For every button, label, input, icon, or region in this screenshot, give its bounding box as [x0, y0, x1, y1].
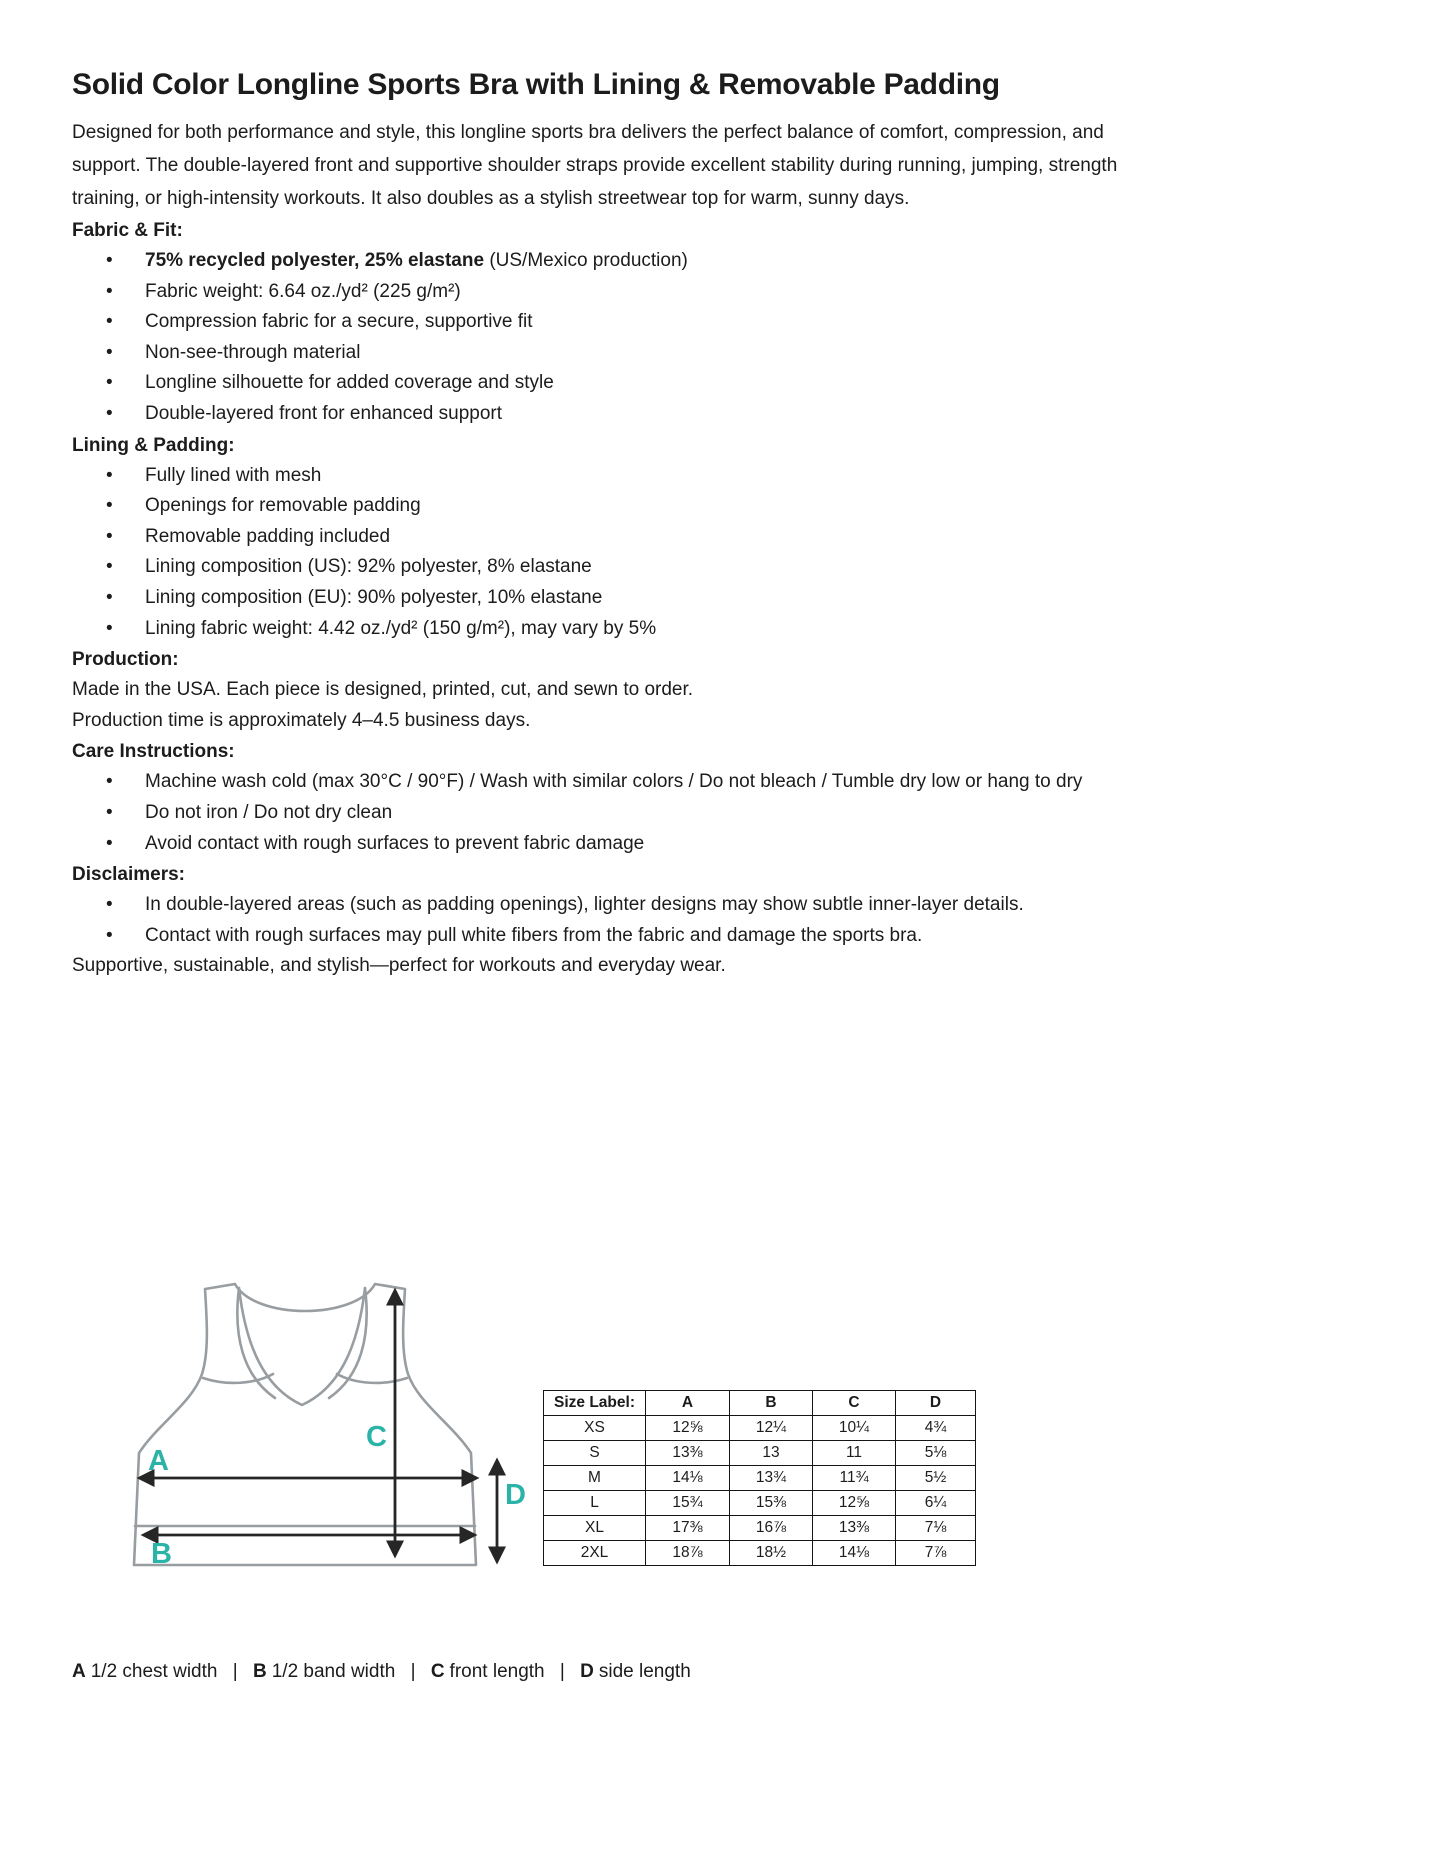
- label-b: B: [151, 1538, 172, 1570]
- size-cell: 13⅜: [646, 1441, 730, 1466]
- legend-separator: |: [232, 1661, 238, 1682]
- disclaimers-list: [72, 890, 1118, 951]
- section-heading-disclaimers: Disclaimers:: [72, 864, 186, 886]
- list-item: • Do not iron / Do not dry clean: [72, 798, 1118, 829]
- size-table-header-row: [544, 1391, 976, 1416]
- size-cell: 7⅛: [896, 1516, 976, 1541]
- bra-body-outline: [134, 1284, 476, 1565]
- legend-separator: |: [559, 1661, 565, 1682]
- label-a: A: [148, 1445, 169, 1477]
- size-row-2xl: [544, 1541, 976, 1566]
- list-item: • Fabric weight: 6.64 oz./yd² (225 g/m²): [72, 277, 1118, 308]
- size-table: [543, 1390, 976, 1566]
- size-cell: 12¼: [730, 1416, 813, 1441]
- size-cell: 5⅛: [896, 1441, 976, 1466]
- list-item: • Machine wash cold (max 30°C / 90°F) / Wash with similar colors / Do not bleach / Tumble dry low or hang to dry: [72, 767, 1118, 798]
- fabric-fit-list: [72, 246, 1118, 430]
- size-cell: 2XL: [544, 1541, 646, 1566]
- lining-padding-list: [72, 461, 1118, 645]
- size-cell: XL: [544, 1516, 646, 1541]
- measurement-arrows: [141, 1292, 497, 1560]
- list-item-text: (US/Mexico production): [484, 250, 688, 271]
- intro-paragraph: Designed for both performance and style, this longline sports bra delivers the perfect balance of comfort, compression, and support. The double-layered front and supportive shoulder straps provide excellent stability during running, jumping, strength training, or high-intensity workouts. It also doubles as a stylish streetwear top for warm, sunny days.: [72, 122, 1118, 209]
- list-item: • Openings for removable padding: [72, 491, 1118, 522]
- size-row-xs: [544, 1416, 976, 1441]
- list-item: • Contact with rough surfaces may pull white fibers from the fabric and damage the sports bra.: [72, 921, 1118, 952]
- size-cell: L: [544, 1491, 646, 1516]
- size-cell: XS: [544, 1416, 646, 1441]
- label-d: D: [505, 1479, 526, 1511]
- legend-key-c: C: [430, 1661, 445, 1682]
- legend-label-a: 1/2 chest width: [90, 1661, 218, 1682]
- legend-label-c: front length: [449, 1661, 545, 1682]
- list-item: • Lining composition (EU): 90% polyester, 10% elastane: [72, 583, 1118, 614]
- size-cell: 10¼: [813, 1416, 896, 1441]
- product-description: [72, 66, 1118, 982]
- size-cell: 6¼: [896, 1491, 976, 1516]
- list-item: • Avoid contact with rough surfaces to prevent fabric damage: [72, 829, 1118, 860]
- closing-line: Supportive, sustainable, and stylish—perfect for workouts and everyday wear.: [72, 955, 726, 977]
- bra-measurement-diagram: [105, 1276, 545, 1576]
- size-cell: 5½: [896, 1466, 976, 1491]
- size-cell: 4¾: [896, 1416, 976, 1441]
- size-cell: 14⅛: [813, 1541, 896, 1566]
- size-cell: M: [544, 1466, 646, 1491]
- list-item: • Compression fabric for a secure, supportive fit: [72, 307, 1118, 338]
- production-line: Production time is approximately 4–4.5 business days.: [72, 709, 531, 731]
- legend-key-a: A: [72, 1661, 86, 1682]
- list-item: • Lining fabric weight: 4.42 oz./yd² (150 g/m²), may vary by 5%: [72, 614, 1118, 645]
- list-item: • Fully lined with mesh: [72, 461, 1118, 492]
- size-cell: 15⅜: [730, 1491, 813, 1516]
- size-cell: 12⅝: [646, 1416, 730, 1441]
- list-item: • Double-layered front for enhanced support: [72, 399, 1118, 430]
- list-item: • Non-see-through material: [72, 338, 1118, 369]
- legend-key-d: D: [580, 1661, 594, 1682]
- legend-separator: |: [410, 1661, 416, 1682]
- size-table-header-cell: D: [896, 1391, 976, 1416]
- size-cell: 13⅜: [813, 1516, 896, 1541]
- page-title: Solid Color Longline Sports Bra with Lining & Removable Padding: [72, 68, 1000, 101]
- bra-outline: [134, 1284, 476, 1565]
- size-row-xl: [544, 1516, 976, 1541]
- section-heading-fabric-fit: Fabric & Fit:: [72, 220, 183, 241]
- care-list: [72, 767, 1118, 859]
- size-cell: 11¾: [813, 1466, 896, 1491]
- list-item: • Removable padding included: [72, 522, 1118, 553]
- size-table-header-cell: A: [646, 1391, 730, 1416]
- size-cell: 13: [730, 1441, 813, 1466]
- section-heading-care: Care Instructions:: [72, 741, 235, 763]
- legend-label-d: side length: [598, 1661, 691, 1682]
- measurement-labels: [148, 1421, 526, 1570]
- section-heading-lining-padding: Lining & Padding:: [72, 434, 235, 456]
- size-row-m: [544, 1466, 976, 1491]
- size-row-l: [544, 1491, 976, 1516]
- size-table-header-cell: B: [730, 1391, 813, 1416]
- list-item: • Longline silhouette for added coverage and style: [72, 368, 1118, 399]
- label-c: C: [366, 1421, 387, 1453]
- list-item: [72, 246, 1118, 277]
- list-item-bold-text: 75% recycled polyester, 25% elastane: [145, 250, 485, 271]
- size-cell: 12⅝: [813, 1491, 896, 1516]
- size-cell: 18⅞: [646, 1541, 730, 1566]
- size-cell: 11: [813, 1441, 896, 1466]
- measurement-legend: [72, 1661, 691, 1683]
- size-cell: 16⅞: [730, 1516, 813, 1541]
- size-cell: 14⅛: [646, 1466, 730, 1491]
- size-cell: 15¾: [646, 1491, 730, 1516]
- list-item: • Lining composition (US): 92% polyester, 8% elastane: [72, 552, 1118, 583]
- size-cell: 13¾: [730, 1466, 813, 1491]
- list-item: • In double-layered areas (such as padding openings), lighter designs may show subtle inner-layer details.: [72, 890, 1118, 921]
- section-heading-production: Production:: [72, 649, 179, 671]
- size-table-header-cell: C: [813, 1391, 896, 1416]
- legend-label-b: 1/2 band width: [271, 1661, 396, 1682]
- bra-left-seam: [203, 1374, 273, 1383]
- legend-key-b: B: [252, 1661, 267, 1682]
- size-cell: S: [544, 1441, 646, 1466]
- size-cell: 18½: [730, 1541, 813, 1566]
- production-line: Made in the USA. Each piece is designed, printed, cut, and sewn to order.: [72, 679, 694, 701]
- size-table-header-cell: Size Label:: [544, 1391, 646, 1416]
- size-cell: 7⅞: [896, 1541, 976, 1566]
- size-row-s: [544, 1441, 976, 1466]
- size-cell: 17⅜: [646, 1516, 730, 1541]
